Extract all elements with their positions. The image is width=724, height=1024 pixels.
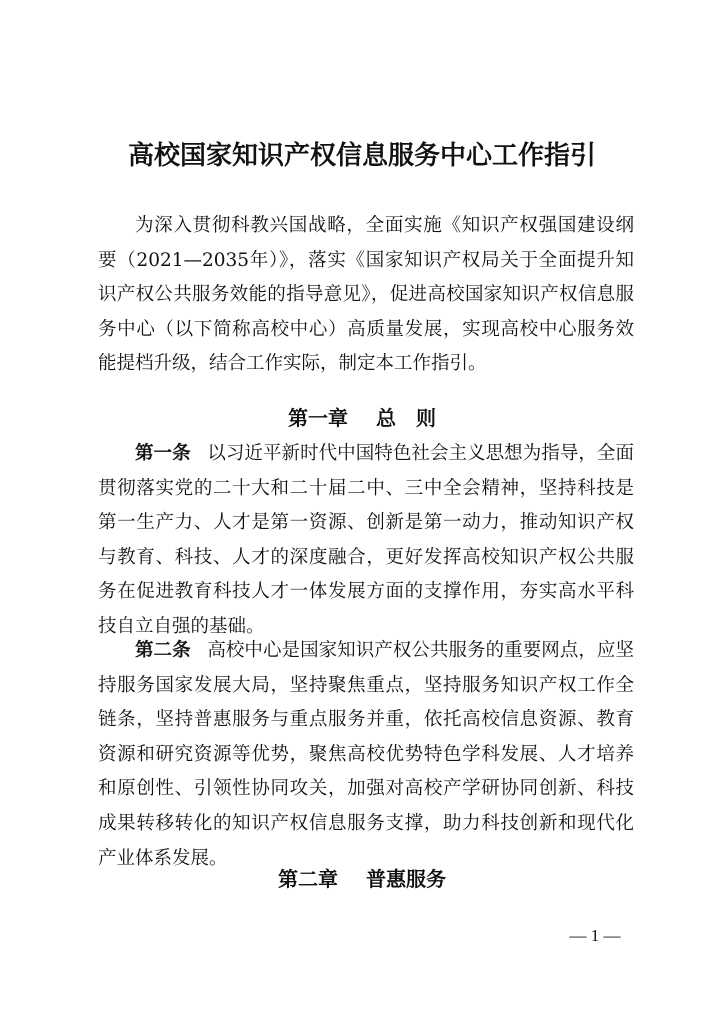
chapter-2-number: 第二章 [278, 867, 338, 891]
article-2-text: 高校中心是国家知识产权公共服务的重要网点，应坚持服务国家发展大局，坚持聚焦重点，坚持服务知识产权工作全链条，坚持普惠服务与重点服务并重，依托高校信息资源、教育资源和研究资源等优势，聚焦高校优势特色学科发展、人才培养和原创性、引领性协同攻关，加强对高校产学研协同创新、科技成果转移转化的知识产权信息服务支撑，助力科技创新和现代化产业体系发展。 [98, 640, 634, 869]
article-1-paragraph [98, 437, 634, 645]
chapter-1-number: 第一章 [288, 406, 348, 430]
article-1-label: 第一条 [135, 443, 191, 464]
page-number: — 1 — [569, 926, 621, 945]
article-1-text: 以习近平新时代中国特色社会主义思想为指导，全面贯彻落实党的二十大和二十届二中、三中全会精神，坚持科技是第一生产力、人才是第一资源、创新是第一动力，推动知识产权与教育、科技、人才的深度融合，更好发挥高校知识产权公共服务在促进教育科技人才一体发展方面的支撑作用，夯实高水平科技自立自强的基础。 [98, 443, 634, 637]
article-2-label: 第二条 [135, 640, 191, 661]
chapter-2-name: 普惠服务 [366, 867, 446, 891]
document-title: 高校国家知识产权信息服务中心工作指引 [127, 141, 596, 171]
chapter-2-heading [0, 864, 724, 894]
intro-paragraph: 为深入贯彻科教兴国战略，全面实施《知识产权强国建设纲要（2021—2035年）》，落实《国家知识产权局关于全面提升知识产权公共服务效能的指导意见》，促进高校国家知识产权信息服务中心（以下简称高校中心）高质量发展，实现高校中心服务效能提档升级，结合工作实际，制定本工作指引。 [98, 215, 634, 375]
chapter-1-name: 总 则 [376, 406, 436, 430]
chapter-1-heading [0, 403, 724, 433]
article-2-paragraph [98, 634, 634, 876]
